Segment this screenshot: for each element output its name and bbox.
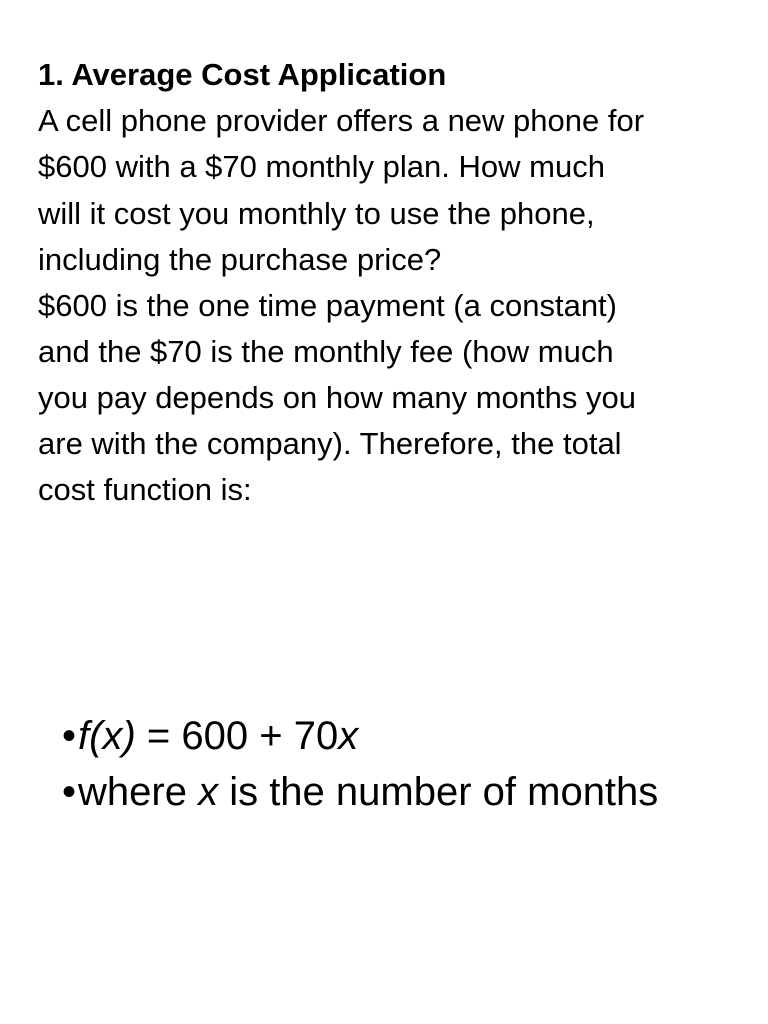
body-line: cost function is: (38, 472, 252, 507)
formula-variable: x (338, 714, 359, 758)
body-line: including the purchase price? (38, 242, 442, 277)
body-line: are with the company). Therefore, the total (38, 426, 622, 461)
definition-suffix: is the number of months (218, 770, 659, 814)
body-line: and the $70 is the monthly fee (how much (38, 334, 614, 369)
formula-bullets (62, 708, 658, 820)
formula-bullet (62, 708, 658, 764)
slide-heading: 1. Average Cost Application (38, 57, 447, 92)
bullet-icon: • (62, 714, 77, 758)
body-line: you pay depends on how many months you (38, 380, 636, 415)
body-line: A cell phone provider offers a new phone for (38, 103, 645, 138)
formula-expression: = 600 + 70 (135, 714, 339, 758)
definition-prefix: where (78, 770, 199, 814)
body-line: $600 with a $70 monthly plan. How much (38, 149, 605, 184)
definition-variable: x (198, 770, 219, 814)
definition-bullet (62, 764, 658, 820)
body-line: $600 is the one time payment (a constant) (38, 288, 617, 323)
body-line: will it cost you monthly to use the phone, (38, 196, 595, 231)
bullet-icon: • (62, 770, 77, 814)
formula-function: f(x) (78, 714, 136, 758)
